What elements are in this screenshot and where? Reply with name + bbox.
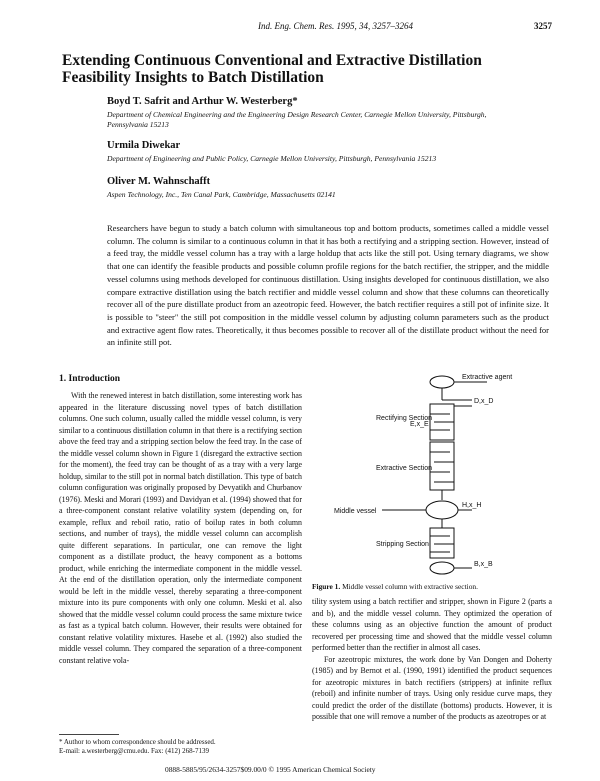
rectifying-section-label: Rectifying Section bbox=[376, 415, 433, 422]
footnote-correspondence: * Author to whom correspondence should be addressed. bbox=[59, 738, 216, 746]
author-affiliation: Department of Engineering and Public Policy, Carnegie Mellon University, Pittsburgh, Pennsylvania 15213 bbox=[107, 154, 437, 163]
author-name: Boyd T. Safrit and Arthur W. Westerberg* bbox=[107, 96, 298, 107]
bottoms-label: B,x_B bbox=[474, 561, 493, 568]
caption-label: Figure 1. bbox=[312, 582, 341, 591]
caption-text: Middle vessel column with extractive section. bbox=[342, 582, 478, 591]
middle-vessel-column-diagram bbox=[312, 370, 537, 580]
section-heading: 1. Introduction bbox=[59, 374, 121, 384]
extractive-section-label: Extractive Section bbox=[376, 465, 433, 472]
intro-column-1: With the renewed interest in batch distillation, some interesting work has appeared in the literature discussing novel types of batch distillation columns. One such column, usually called the middle vessel column, is very similar to a continuous distillation column in that there is a rectifying section above the feed tray and a stripping section below the feed tray. In the case of the middle vessel column shown in Figure 1 (disregard the extractive section for the moment), the feed tray can be thought of as a tray with a very large holdup, similar to the still pot in normal batch distillation. This type of batch column configuration was originally proposed by Devyatikh and Churbanov (1976). Meski and Morari (1993) and Davidyan et al. (1994) showed that for a three-component constant relative volatility system (depending on, for example, reflux and reboil ratio, ratio of boilup rates in both column sections, and number of trays), the middle vessel column can accomplish quite different separations. In particular, one can remove the light component as a distillate product, the heavy component as a bottoms product, while enriching the intermediate component in the middle vessel. At the end of the distillation operation, only the intermediate component would be left in the middle vessel, thereby separating a three-component mixture into its pure components with only one column. Meski et al. also showed that the middle vessel column could process the same mixture twice as fast as a typical batch column. However, their results were obtained for constant relative volatility mixtures. Hasebe et al. (1992) also studied the middle vessel column. They compared the separation of a three-component constant relative vola- bbox=[59, 391, 302, 665]
figure-1 bbox=[312, 370, 537, 580]
holdup-label: H,x_H bbox=[462, 502, 482, 509]
stripping-section-column bbox=[430, 528, 454, 558]
extractive-section-column bbox=[430, 442, 454, 490]
running-header bbox=[0, 21, 600, 35]
middle-vessel-icon bbox=[426, 501, 458, 519]
stripping-section-label: Stripping Section bbox=[376, 541, 429, 548]
page-number: 3257 bbox=[534, 21, 552, 31]
footnote bbox=[59, 738, 302, 756]
middle-vessel-label: Middle vessel bbox=[334, 508, 377, 515]
author-affiliation: Aspen Technology, Inc., Ten Canal Park, Cambridge, Massachusetts 02141 bbox=[107, 190, 336, 199]
footnote-rule bbox=[59, 734, 119, 735]
entrainer-label: E,x_E bbox=[410, 421, 429, 428]
paragraph: For azeotropic mixtures, the work done by Van Dongen and Doherty (1985) and by Bernot et al. (1990, 1991) identified the product sequences for azeotropic mixtures in batch rectifiers (strippers) at infinite reflux (reboil) and infinite number of trays. Using only residue curve maps, they could predict the order of the distillate (bottoms) products. However, it is possible that one will remove a number of the products as azeotropes or at bbox=[312, 654, 552, 721]
journal-citation: Ind. Eng. Chem. Res. 1995, 34, 3257–3264 bbox=[258, 21, 413, 31]
figure-caption bbox=[312, 582, 552, 591]
distillate-label: D,x_D bbox=[474, 398, 494, 405]
reboiler-icon bbox=[430, 562, 454, 574]
author-name: Urmila Diwekar bbox=[107, 140, 181, 151]
condenser-icon bbox=[430, 376, 454, 388]
author-affiliation: Department of Chemical Engineering and the Engineering Design Research Center, Carnegie Mellon University, Pittsburgh, Pennsylvania 15213 bbox=[107, 110, 487, 129]
paragraph: tility system using a batch rectifier and stripper, shown in Figure 2 (parts a and b), and the middle vessel column. They optimized the operation of these columns using as an objective function the amount of product recovered per processing time and showed that the middle vessel column performed better than the rectifier in almost all cases. bbox=[312, 597, 552, 652]
author-name: Oliver M. Wahnschafft bbox=[107, 176, 211, 187]
footnote-contact: E-mail: a.westerberg@cmu.edu. Fax: (412) 268-7139 bbox=[59, 747, 209, 755]
page-footer: 0888-5885/95/2634-3257$09.00/0 © 1995 American Chemical Society bbox=[165, 765, 376, 774]
paper-title: Extending Continuous Conventional and Extractive Distillation Feasibility Insights to Batch Distillation bbox=[62, 52, 482, 86]
intro-column-2 bbox=[312, 596, 552, 723]
extractive-agent-label: Extractive agent bbox=[462, 374, 513, 381]
abstract: Researchers have begun to study a batch column with simultaneous top and bottom products, sometimes called a middle vessel column. The column is similar to a continuous column in that it has both a rectifying and a stripping section. However, instead of a feed tray, the middle vessel column has a tray with a large holdup that acts like the still pot. Using ternary diagrams, we show that one can identify the feasible products and possible column profile regions for the batch rectifier, the stripper, and the middle vessel columns using methods developed for continuous distillation. Using insights developed for continuous distillation, we also compare extractive distillation using the batch rectifier and middle vessel column and show that these columns can theoretically recover all of the pure distillate product from an azeotropic feed. However, the batch rectifier requires a still pot of infinite size. It is possible to "steer" the still pot composition in the middle vessel column by adjusting column parameters such as the product and extractive agent flow rates. Theoretically, it thus becomes possible to recover all of the distillate product without the need for an infinite still pot. bbox=[107, 223, 549, 348]
